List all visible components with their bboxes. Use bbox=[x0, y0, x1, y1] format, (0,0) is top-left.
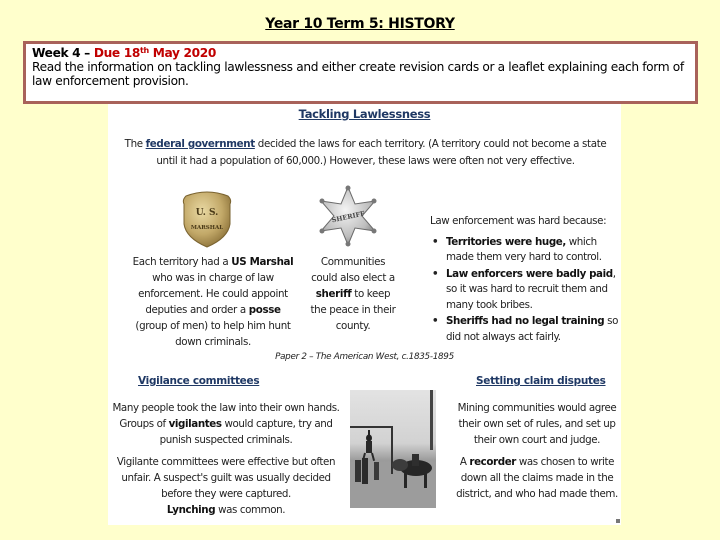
vigilance-para-1 bbox=[112, 400, 340, 448]
svg-text:MARSHAL: MARSHAL bbox=[190, 225, 224, 231]
svg-text:U. S.: U. S. bbox=[195, 208, 219, 218]
vigilance-description bbox=[112, 400, 340, 518]
text-run: would capture, try and punish suspected criminals. bbox=[159, 418, 333, 446]
worksheet-image bbox=[108, 104, 621, 525]
sheriff-description bbox=[308, 254, 398, 334]
lynching-photo bbox=[350, 390, 436, 508]
lynching-term: Lynching bbox=[166, 504, 216, 516]
text-run: Many people took the law into their own hands. Groups of bbox=[112, 402, 340, 430]
due-prefix: Due 18 bbox=[93, 46, 140, 60]
task-instructions-box bbox=[23, 41, 698, 104]
claims-para-2 bbox=[448, 454, 626, 502]
text-run: A bbox=[459, 456, 470, 468]
list-item-bold: Sheriffs had no legal training bbox=[446, 315, 605, 327]
intro-post: decided the laws for each territory. (A territory could not become a state until it had a population of 60,000.) However, these laws were often not very effective. bbox=[156, 138, 607, 167]
worksheet-title: Tackling Lawlessness bbox=[298, 107, 431, 121]
task-instruction: Read the information on tackling lawlessness and either create revision cards or a leaflet explaining each form of law enforcement provision. bbox=[32, 60, 684, 88]
vigilance-heading: Vigilance committees bbox=[138, 375, 260, 387]
recorder-term: recorder bbox=[469, 456, 516, 468]
posse-term: posse bbox=[248, 304, 281, 316]
list-item-text: which made them very hard to control. bbox=[446, 235, 602, 263]
us-marshal-badge-icon bbox=[180, 190, 234, 248]
intro-pre: The bbox=[124, 138, 146, 150]
due-superscript: th bbox=[139, 46, 149, 55]
due-date bbox=[94, 46, 216, 60]
claim-disputes-heading: Settling claim disputes bbox=[476, 375, 606, 387]
week-label: Week 4 – bbox=[32, 46, 94, 60]
list-item-text: , so it was hard to recruit them and many took bribes. bbox=[446, 267, 616, 311]
due-suffix: May 2020 bbox=[148, 46, 216, 60]
federal-government-term: federal government bbox=[145, 138, 255, 150]
list-item bbox=[430, 235, 620, 266]
task-heading bbox=[32, 46, 689, 60]
us-marshal-description bbox=[128, 254, 298, 350]
list-item-bold: Law enforcers were badly paid bbox=[446, 267, 613, 280]
sheriff-star-badge-icon bbox=[318, 184, 378, 248]
difficulties-list bbox=[430, 235, 620, 346]
difficulties-heading: Law enforcement was hard because: bbox=[430, 215, 607, 227]
list-item bbox=[430, 314, 620, 345]
claims-para-1: Mining communities would agree their own set of rules, and set up their own court and judge. bbox=[457, 402, 617, 446]
text-run: to keep the peace in their county. bbox=[310, 288, 396, 332]
list-item bbox=[430, 267, 620, 314]
vigilance-para-2: Vigilante committees were effective but often unfair. A suspect's guilt was usually decided before they were captured. bbox=[116, 456, 336, 500]
vigilance-para-3 bbox=[112, 502, 340, 518]
sheriff-term: sheriff bbox=[315, 288, 352, 300]
intro-paragraph bbox=[118, 136, 613, 170]
paper-caption: Paper 2 – The American West, c.1835-1895 bbox=[275, 352, 454, 362]
svg-text:SHERIFF: SHERIFF bbox=[331, 209, 366, 225]
text-run: (group of men) to help him hunt down criminals. bbox=[135, 320, 291, 348]
text-run: Communities could also elect a bbox=[311, 256, 395, 284]
text-run: who was in charge of law enforcement. He could appoint deputies and order a bbox=[138, 272, 288, 316]
vigilantes-term: vigilantes bbox=[168, 418, 222, 430]
us-marshal-term: US Marshal bbox=[231, 256, 294, 268]
page-title: Year 10 Term 5: HISTORY bbox=[265, 16, 455, 32]
list-item-bold: Territories were huge, bbox=[446, 235, 566, 248]
list-item-text: so did not always act fairly. bbox=[446, 315, 618, 343]
text-run: was chosen to write down all the claims made in the district, and who had made them. bbox=[456, 456, 618, 500]
claim-disputes-description bbox=[448, 400, 626, 502]
enforcement-difficulties bbox=[430, 214, 620, 346]
text-run: was common. bbox=[215, 504, 286, 516]
text-run: Each territory had a bbox=[132, 256, 232, 268]
image-resize-handle bbox=[616, 519, 620, 523]
